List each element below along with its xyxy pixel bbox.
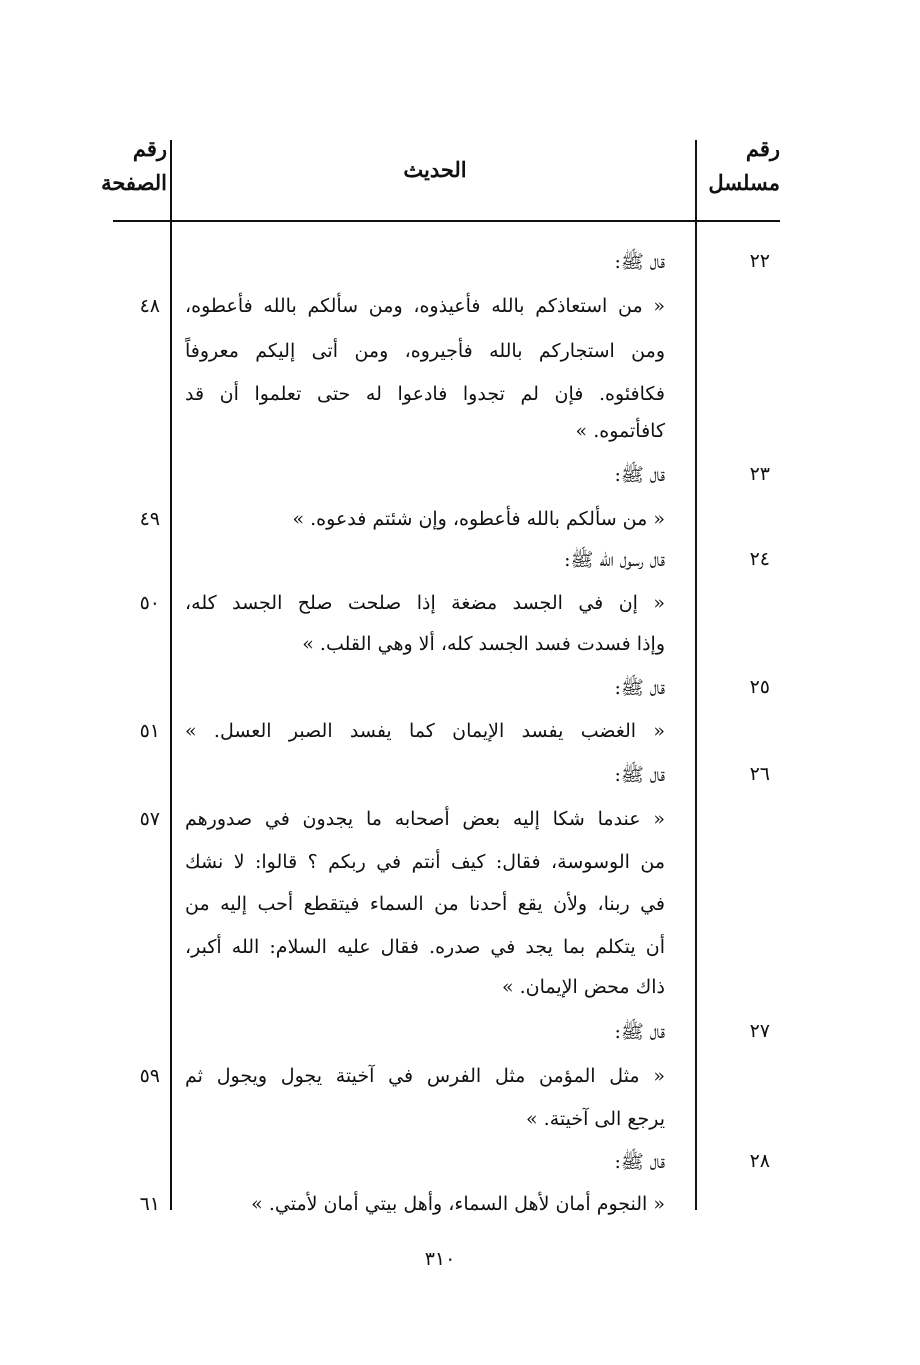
hadith-line: « الغضب يفسد الإيمان كما يفسد الصبر العسل. »: [185, 720, 665, 742]
hadith-intro: قال رسول الله ﷺ:: [564, 549, 665, 571]
page-number: ٥٧: [139, 808, 160, 830]
serial-number: ٢٥: [749, 676, 770, 698]
hadith-line: وإذا فسدت فسد الجسد كله، ألا وهي القلب. »: [302, 633, 665, 655]
serial-number: ٢٧: [749, 1020, 770, 1042]
hadith-line: « النجوم أمان لأهل السماء، وأهل بيتي أمان لأمتي. »: [251, 1193, 665, 1215]
serial-number: ٢٤: [749, 548, 770, 570]
hadith-line: من الوسوسة، فقال: كيف أنتم في ربكم ؟ قالوا: لا نشك: [185, 851, 665, 873]
hadith-line: « من سألكم بالله فأعطوه، وإن شئتم فدعوه. »: [292, 508, 665, 530]
page-number: ٥١: [139, 720, 160, 742]
page-number: ٤٩: [139, 508, 160, 530]
column-divider-left: [170, 140, 172, 1210]
hadith-line: « مثل المؤمن مثل الفرس في آخيتة يجول ويجول ثم: [185, 1065, 665, 1087]
serial-number: ٢٦: [749, 763, 770, 785]
page-number: ٥٠: [139, 592, 160, 614]
hadith-intro: قال ﷺ:: [614, 1151, 665, 1173]
serial-number: ٢٨: [749, 1150, 770, 1172]
hadith-line: « إن في الجسد مضغة إذا صلحت صلح الجسد كله،: [185, 592, 665, 614]
hadith-intro: قال ﷺ:: [614, 464, 665, 486]
hadith-line: يرجع الى آخيتة. »: [526, 1108, 665, 1130]
header-page-number: رقم الصفحة: [101, 136, 167, 195]
header-serial-number: رقم مسلسل: [708, 136, 780, 195]
footer-page-number: ٣١٠: [424, 1248, 456, 1270]
hadith-line: أن يتكلم بما يجد في صدره. فقال عليه السلام: الله أكبر،: [185, 936, 665, 958]
serial-number: ٢٢: [749, 250, 770, 272]
page-number: ٦١: [139, 1193, 160, 1215]
hadith-intro: قال ﷺ:: [614, 677, 665, 699]
hadith-intro: قال ﷺ:: [614, 1021, 665, 1043]
hadith-line: « من استعاذكم بالله فأعيذوه، ومن سألكم بالله فأعطوه،: [185, 295, 665, 317]
hadith-line: كافأتموه. »: [575, 420, 665, 442]
hadith-line: ومن استجاركم بالله فأجيروه، ومن أتى إليكم معروفاً: [185, 340, 665, 362]
header-hadith: الحديث: [403, 157, 467, 182]
hadith-line: فكافئوه. فإن لم تجدوا فادعوا له حتى تعلموا أن قد: [185, 383, 665, 405]
header-divider: [113, 220, 780, 222]
hadith-line: ذاك محض الإيمان. »: [501, 976, 665, 998]
hadith-line: في ربنا، ولأن يقع أحدنا من السماء فيتقطع أحب إليه من: [185, 893, 665, 915]
hadith-line: « عندما شكا إليه بعض أصحابه ما يجدون في صدورهم: [185, 808, 665, 830]
page-number: ٥٩: [139, 1065, 160, 1087]
column-divider-right: [695, 140, 697, 1210]
serial-number: ٢٣: [749, 463, 770, 485]
page-number: ٤٨: [139, 295, 160, 317]
hadith-intro: قال ﷺ:: [614, 251, 665, 273]
hadith-intro: قال ﷺ:: [614, 764, 665, 786]
